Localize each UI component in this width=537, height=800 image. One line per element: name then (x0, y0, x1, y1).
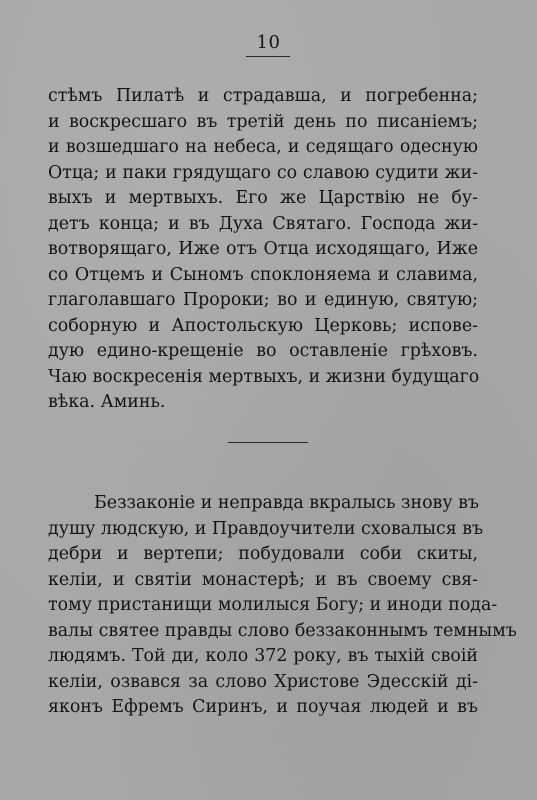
text-line: Отца; и паки грядущаго со славою судити жи- (48, 162, 478, 183)
text-line: выхъ и мертвыхъ. Его же Царствію не бу- (48, 188, 478, 208)
text-line: со Отцемъ и Сыномъ споклоняема и славима, (48, 264, 478, 285)
text-line: вѣка. Аминь. (48, 392, 166, 412)
text-line: душу людскую, и Правдоучители сховалыся въ (48, 518, 484, 539)
text-line: глаголавшаго Пророки; во и единую, святую; (48, 290, 478, 310)
text-line: валы святее правды слово беззаконнымъ темнымъ (48, 620, 517, 641)
text-line: соборную и Апостольскую Церковь; испове- (48, 315, 478, 336)
text-line: Беззаконіе и неправда вкралысь знову въ (94, 493, 479, 513)
paragraph-creed-ending (48, 84, 478, 416)
text-line: стѣмъ Пилатѣ и страдавша, и погребенна; (48, 86, 478, 106)
text-line: тому пристанищи молилыся Богу; и иноди пода- (48, 595, 498, 615)
text-line: детъ конца; и въ Духа Святаго. Господа жи- (48, 213, 478, 234)
text-line: келіи, озвався за слово Христове Эдесскій ді- (48, 671, 478, 692)
text-line: и воскресшаго въ третій день по писаніемъ; (48, 111, 478, 132)
text-line: и возшедшаго на небеса, и седящаго одесную (48, 137, 478, 157)
section-divider (228, 442, 308, 443)
text-line: яконъ Ефремъ Сиринъ, и поучая людей и въ (48, 697, 478, 717)
text-line: дую едино-крещеніе во оставленіе грѣховъ. (48, 341, 478, 361)
paragraph-lawlessness (48, 491, 517, 721)
text-line: Чаю воскресенія мертвыхъ, и жизни будущаго (48, 366, 480, 387)
text-line: вотворящаго, Иже отъ Отца исходящаго, Иже (48, 239, 478, 259)
text-line: келіи, и святіи монастерѣ; и въ своему свя- (48, 569, 478, 590)
page-number-rule (246, 56, 290, 57)
page-number: 10 (256, 32, 281, 53)
text-line: людямъ. Той ди, коло 372 року, въ тыхій своій (48, 646, 478, 666)
text-line: дебри и вертепи; побудовали соби скиты, (48, 544, 478, 564)
